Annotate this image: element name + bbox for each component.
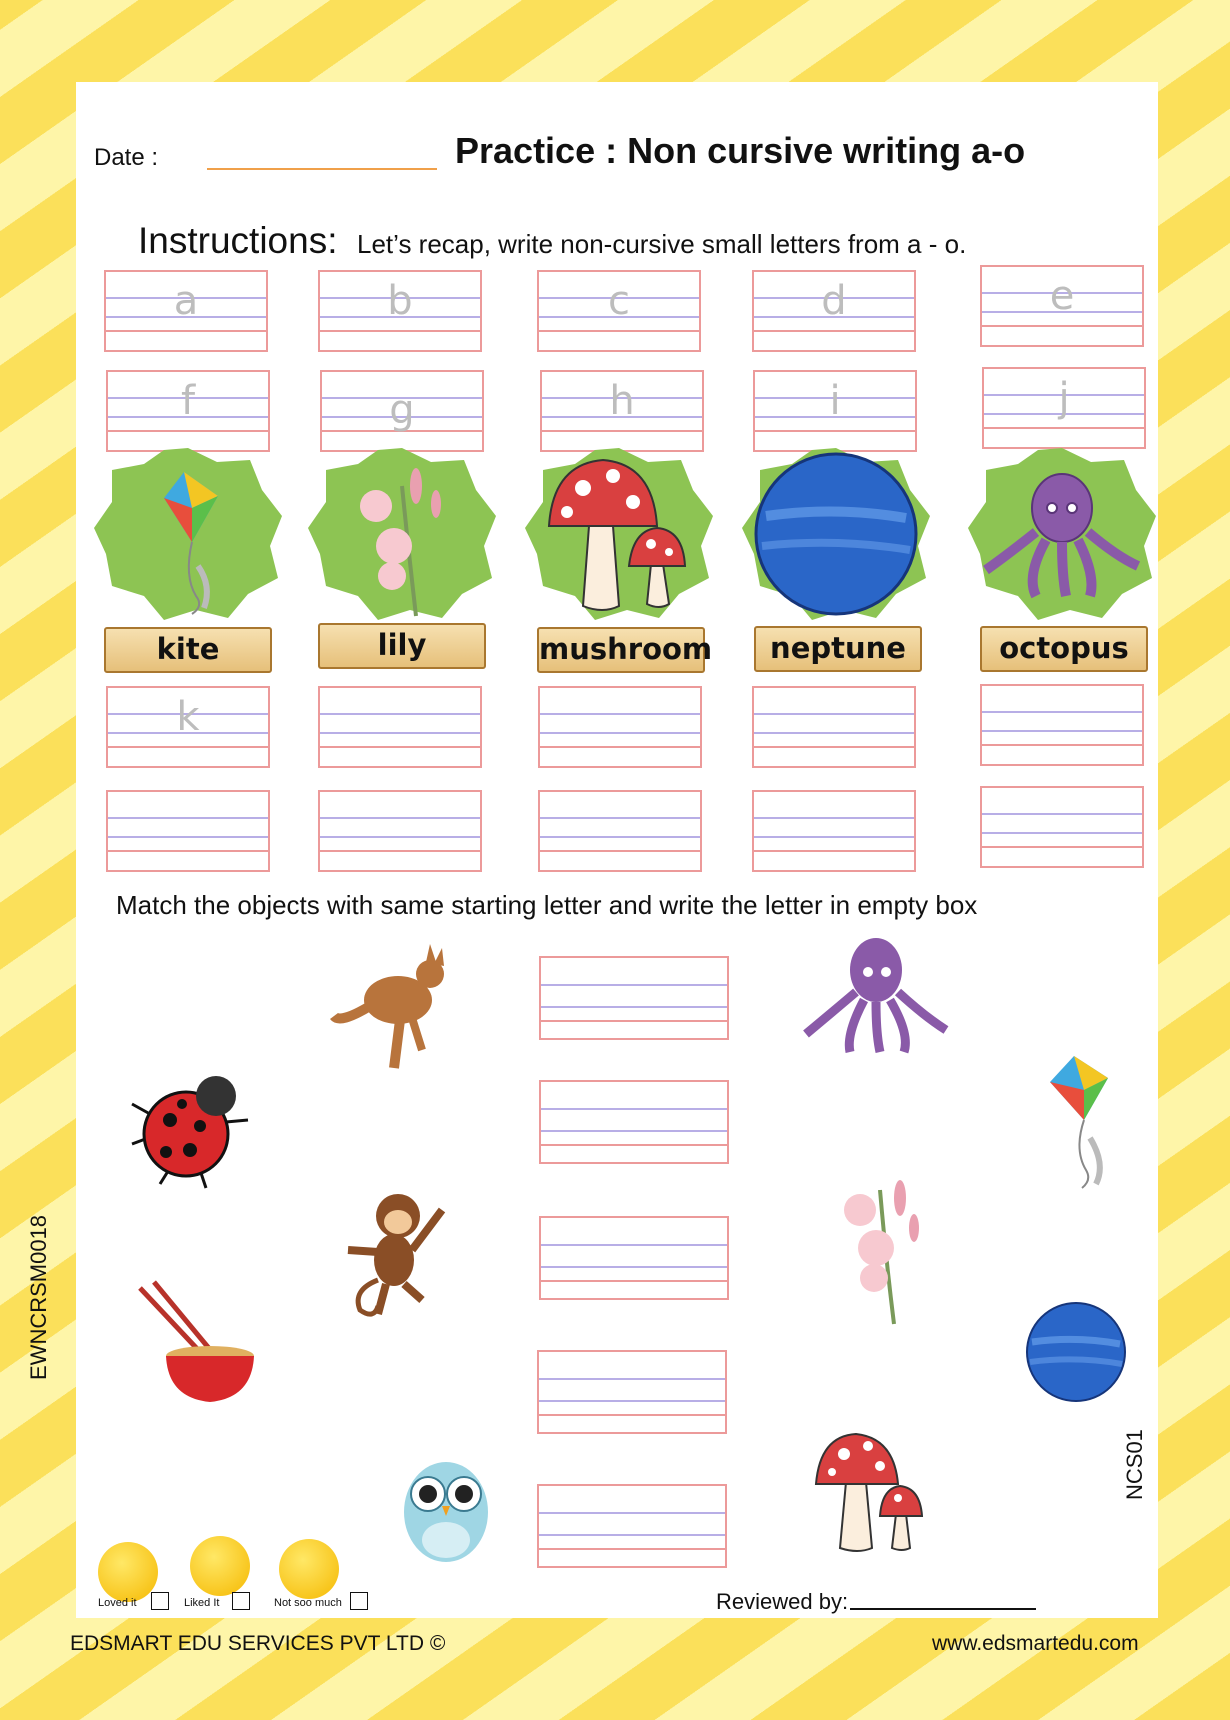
trace-letter: e — [1049, 273, 1075, 319]
writing-box-f[interactable] — [106, 370, 270, 452]
laughing-face-icon — [98, 1542, 158, 1602]
match-box-3[interactable] — [539, 1216, 729, 1300]
writing-box-a[interactable] — [104, 270, 268, 352]
worried-face-icon — [279, 1539, 339, 1599]
neptune-icon — [1024, 1300, 1128, 1404]
trace-letter: h — [609, 378, 635, 424]
trace-letter: g — [389, 387, 415, 433]
owl-icon — [398, 1454, 494, 1564]
footer-website[interactable]: www.edsmartedu.com — [932, 1632, 1139, 1655]
footer-company: EDSMART EDU SERVICES PVT LTD © — [70, 1632, 446, 1655]
writing-box-g[interactable] — [320, 370, 484, 452]
match-box-4[interactable] — [537, 1350, 727, 1434]
feedback-label-not-much: Not soo much — [274, 1597, 342, 1609]
noodles-icon — [132, 1280, 256, 1408]
word-label-octopus: octopus — [980, 626, 1148, 672]
kangaroo-icon — [330, 940, 466, 1076]
instructions-heading: Instructions: — [138, 220, 338, 261]
trace-letter: j — [1058, 375, 1070, 421]
trace-letter: i — [829, 378, 841, 424]
ladybug-icon — [130, 1064, 252, 1192]
date-line[interactable] — [207, 168, 437, 170]
side-code: EWNCRSM0018 — [26, 1214, 51, 1380]
feedback-checkbox-liked[interactable] — [232, 1592, 250, 1610]
writing-box-b[interactable] — [318, 270, 482, 352]
reviewed-by-label: Reviewed by: — [716, 1589, 849, 1614]
trace-letter: f — [180, 378, 196, 424]
writing-box-mushroom-2[interactable] — [538, 790, 702, 872]
neptune-tile — [740, 446, 932, 622]
writing-box-i[interactable] — [753, 370, 917, 452]
lily-tile — [306, 446, 498, 622]
word-label-kite: kite — [104, 627, 272, 673]
date-label: Date : — [94, 144, 159, 171]
octopus-icon — [800, 934, 950, 1056]
feedback-checkbox-not-much[interactable] — [350, 1592, 368, 1610]
writing-box-lily-1[interactable] — [318, 686, 482, 768]
writing-box-kite-2[interactable] — [106, 790, 270, 872]
writing-box-octopus-2[interactable] — [980, 786, 1144, 868]
writing-box-neptune-1[interactable] — [752, 686, 916, 768]
neptune-icon — [756, 454, 916, 614]
feedback-label-liked: Liked It — [184, 1597, 220, 1609]
writing-box-h[interactable] — [540, 370, 704, 452]
lily-icon — [830, 1170, 924, 1326]
monkey-icon — [338, 1190, 458, 1326]
page-title: Practice : Non cursive writing a-o — [455, 130, 1026, 171]
trace-letter: d — [821, 278, 847, 324]
instructions-text: Let’s recap, write non-cursive small letters from a - o. — [357, 229, 967, 259]
smiling-face-icon — [190, 1536, 250, 1596]
writing-box-lily-2[interactable] — [318, 790, 482, 872]
writing-box-e[interactable] — [980, 265, 1144, 347]
kite-tile — [92, 446, 284, 622]
mushroom-tile — [523, 446, 715, 622]
trace-letter: c — [608, 278, 630, 324]
trace-letter: k — [176, 694, 200, 740]
match-box-1[interactable] — [539, 956, 729, 1040]
octopus-tile — [966, 446, 1158, 622]
writing-box-neptune-2[interactable] — [752, 790, 916, 872]
writing-box-kite-1[interactable] — [106, 686, 270, 768]
trace-letter: a — [173, 278, 199, 324]
match-box-2[interactable] — [539, 1080, 729, 1164]
feedback-checkbox-loved[interactable] — [151, 1592, 169, 1610]
word-label-lily: lily — [318, 623, 486, 669]
word-label-mushroom: mushroom — [537, 627, 705, 673]
word-label-neptune: neptune — [754, 626, 922, 672]
reviewed-by-line[interactable] — [850, 1608, 1036, 1610]
writing-box-j[interactable] — [982, 367, 1146, 449]
writing-box-octopus-1[interactable] — [980, 684, 1144, 766]
writing-box-d[interactable] — [752, 270, 916, 352]
kite-icon — [1044, 1054, 1116, 1190]
writing-box-mushroom-1[interactable] — [538, 686, 702, 768]
page-code: NCS01 — [1122, 1429, 1147, 1500]
match-box-5[interactable] — [537, 1484, 727, 1568]
feedback-label-loved: Loved it — [98, 1597, 137, 1609]
match-instruction: Match the objects with same starting letter and write the letter in empty box — [116, 890, 978, 920]
trace-letter: b — [387, 278, 413, 324]
mushroom-icon — [812, 1430, 924, 1554]
writing-box-c[interactable] — [537, 270, 701, 352]
